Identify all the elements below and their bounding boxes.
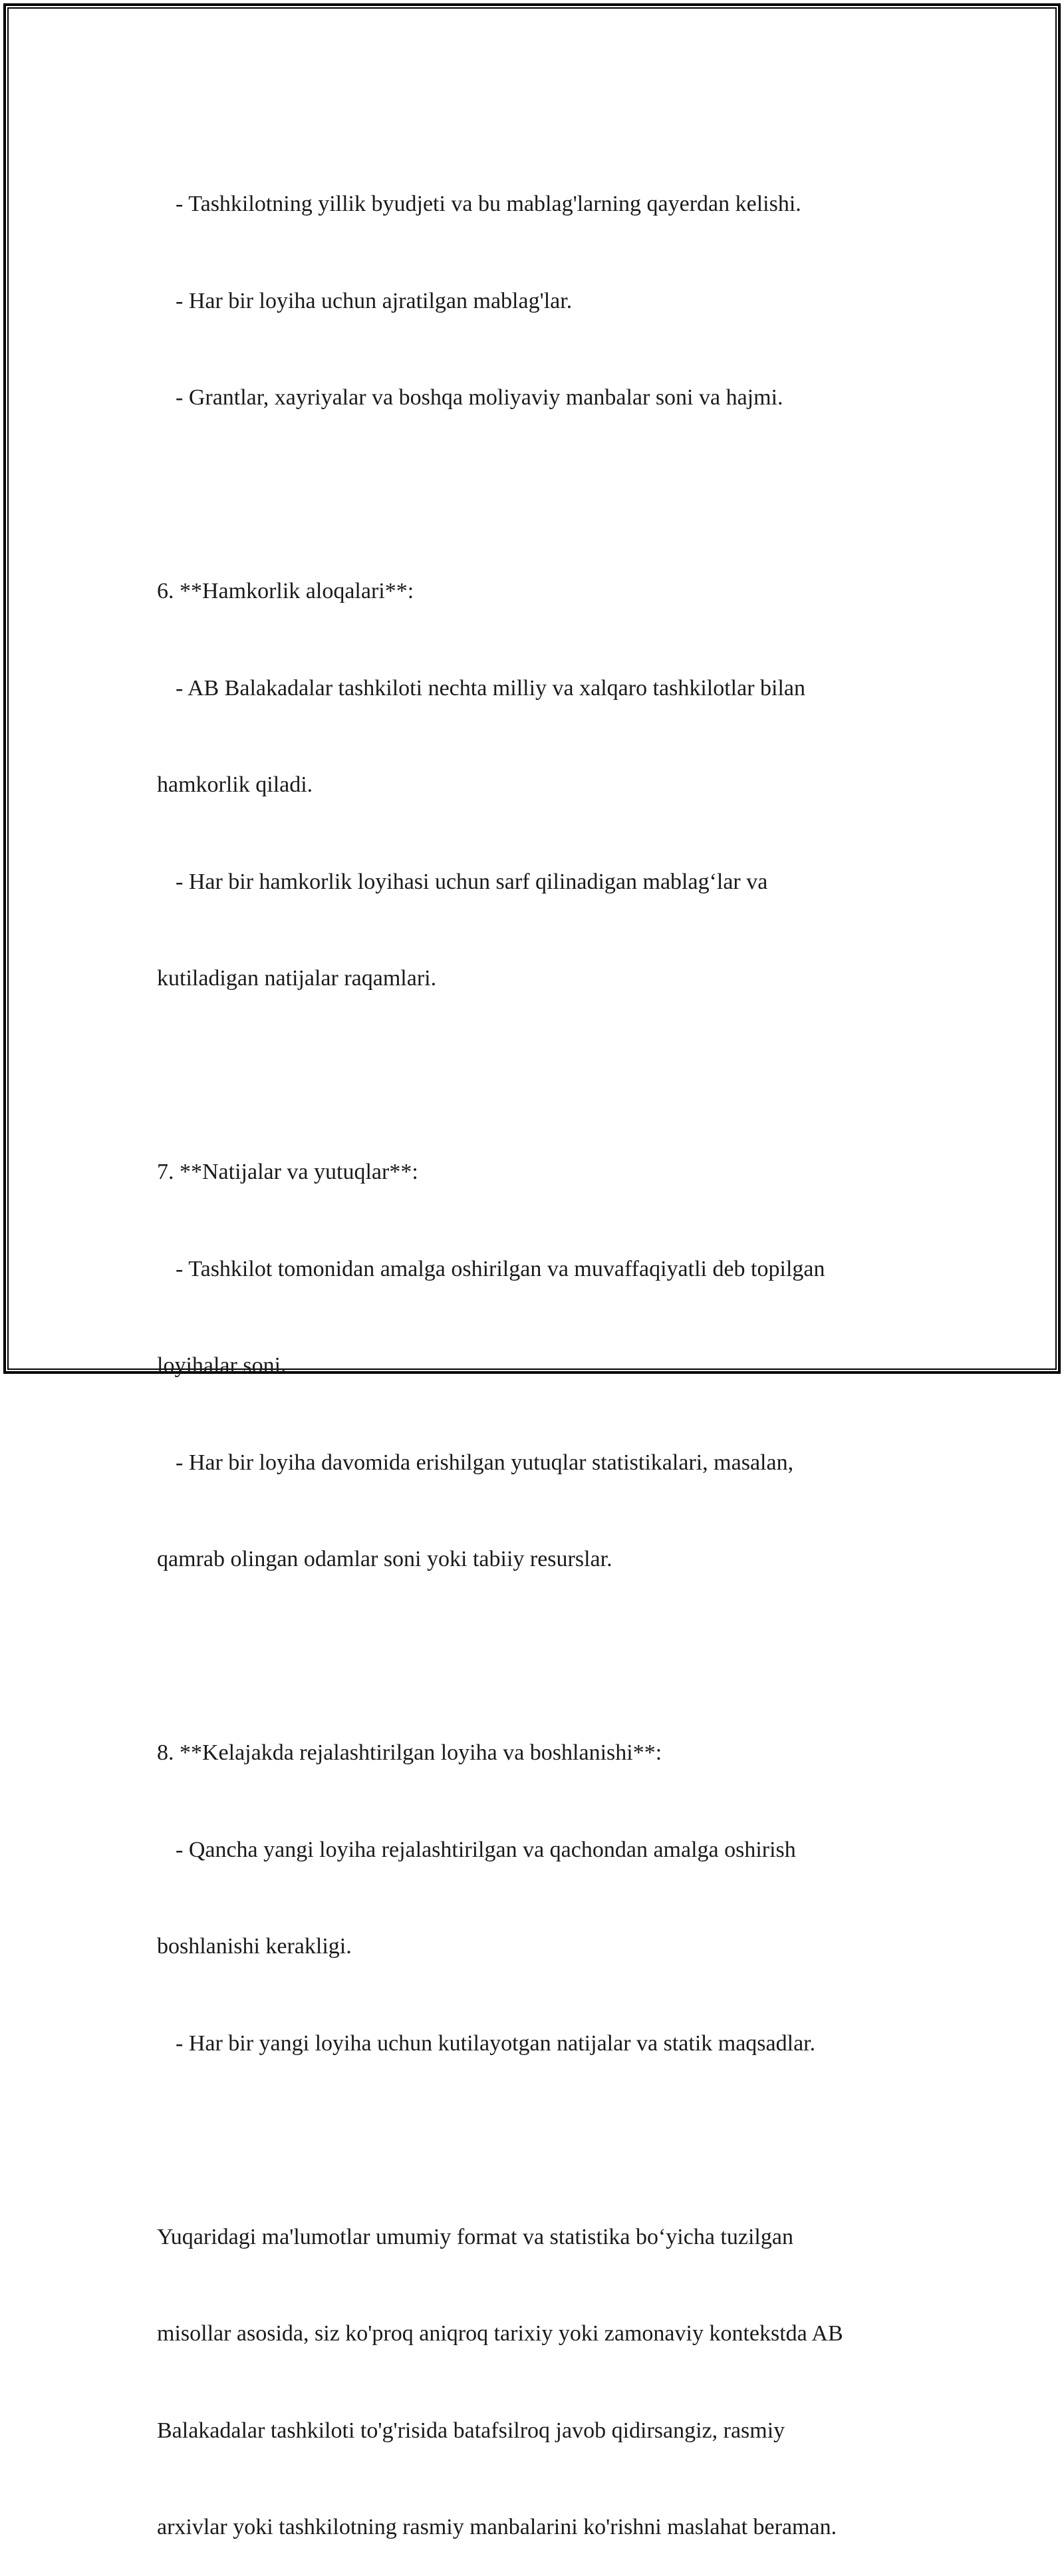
paragraph-line: Balakadalar tashkiloti to'g'risida batafsilroq javob qidirsangiz, rasmiy [157,2418,785,2443]
blank-line [157,2124,915,2157]
text-line: - Tashkilot tomonidan amalga oshirilgan va muvaffaqiyatli deb topilgan [176,1256,825,1281]
text-line: - Tashkilotning yillik byudjeti va bu mablag'larning qayerdan kelishi. [176,192,801,216]
paragraph-line: Yuqaridagi ma'lumotlar umumiy format va statistika bo‘yicha tuzilgan [157,2224,793,2249]
text-line: loyihalar soni. [157,1353,287,1378]
text-line: kutiladigan natijalar raqamlari. [157,966,437,991]
text-line: qamrab olingan odamlar soni yoki tabiiy resurslar. [157,1547,612,1571]
text-line: boshlanishi kerakligi. [157,1934,352,1959]
section-heading: 7. **Natijalar va yutuqlar**: [157,1160,418,1184]
paragraph-line: misollar asosida, siz ko'proq aniqroq tarixiy yoki zamonaviy kontekstda AB [157,2321,843,2346]
document-body [157,124,915,2576]
text-line: hamkorlik qiladi. [157,772,313,797]
text-line: - Qancha yangi loyiha rejalashtirilgan va qachondan amalga oshirish [176,1837,796,1862]
paragraph-line: arxivlar yoki tashkilotning rasmiy manbalarini ko'rishni maslahat beraman. [157,2515,837,2539]
text-line: - Har bir yangi loyiha uchun kutilayotgan natijalar va statik maqsadlar. [176,2030,816,2056]
text-line: - Har bir loyiha uchun ajratilgan mablag'lar. [176,288,573,313]
blank-line [157,1060,915,1092]
blank-line [157,1641,915,1673]
section-heading: 8. **Kelajakda rejalashtirilgan loyiha va boshlanishi**: [157,1740,662,1765]
text-line: - Har bir hamkorlik loyihasi uchun sarf qilinadigan mablag‘lar va [176,869,768,894]
text-line: - AB Balakadalar tashkiloti nechta milliy va xalqaro tashkilotlar bilan [176,675,806,701]
section-heading: 6. **Hamkorlik aloqalari**: [157,579,414,603]
text-line: - Har bir loyiha davomida erishilgan yutuqlar statistikalari, masalan, [176,1450,794,1475]
text-line: - Grantlar, xayriyalar va boshqa moliyaviy manbalar soni va hajmi. [176,385,783,410]
blank-line [157,479,915,512]
